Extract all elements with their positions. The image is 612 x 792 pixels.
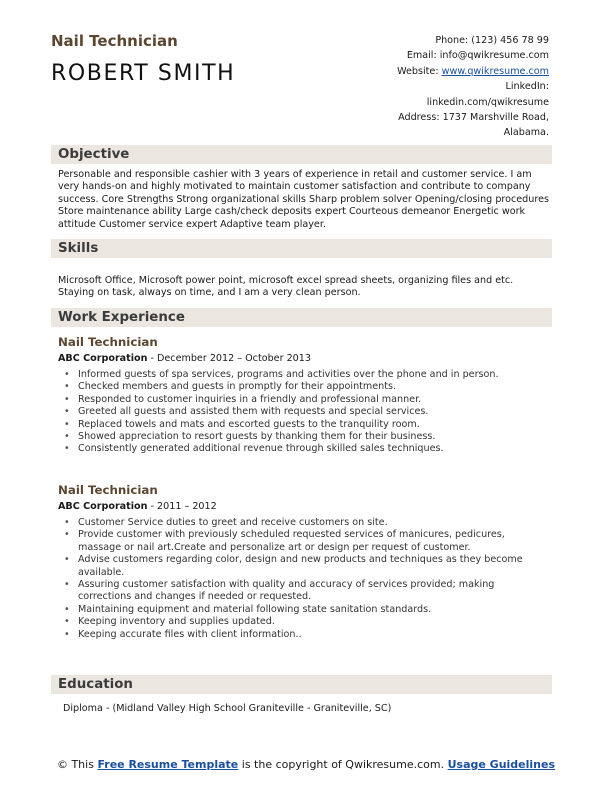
address-line-2: Alabama.: [503, 127, 549, 139]
footer: [0, 758, 612, 772]
usage-guidelines-link[interactable]: Usage Guidelines: [447, 758, 556, 771]
list-item: • Assuring customer satisfaction with quality and accuracy of services provided; making corrections and changes if needed or requested.: [58, 579, 538, 604]
list-item: • Keeping inventory and supplies updated.: [58, 616, 538, 628]
list-item: • Showed appreciation to resort guests by thanking them for their business.: [58, 431, 538, 443]
linkedin-label: LinkedIn:: [505, 81, 549, 93]
list-item: • Consistently generated additional revenue through skilled sales techniques.: [58, 443, 538, 455]
footer-prefix: © This: [56, 758, 98, 771]
list-item: • Checked members and guests in promptly for their appointments.: [58, 381, 538, 393]
list-item: • Greeted all guests and assisted them with requests and special services.: [58, 406, 538, 418]
job-2-company: ABC Corporation: [58, 501, 148, 512]
website-label: Website:: [397, 65, 442, 77]
job-1-company-line: [58, 353, 311, 364]
list-item: • Replaced towels and mats and escorted guests to the tranquility room.: [58, 419, 538, 431]
linkedin-value: linkedin.com/qwikresume: [426, 96, 549, 108]
job-2-bullets: [58, 517, 538, 641]
skills-text: Microsoft Office, Microsoft power point, microsoft excel spread sheets, organizing files and etc. Staying on task, always on time, and I am a very clean person.: [58, 275, 514, 299]
list-item: • Keeping accurate files with client information..: [58, 629, 538, 641]
list-item: • Maintaining equipment and material following state sanitation standards.: [58, 604, 538, 616]
candidate-name: ROBERT SMITH: [51, 61, 236, 86]
footer-middle: is the copyright of Qwikresume.com.: [238, 758, 448, 771]
list-item: • Advise customers regarding color, design and new products and techniques as they become available.: [58, 554, 538, 579]
education-heading: Education: [51, 675, 552, 694]
list-item: • Provide customer with previously scheduled requested services of manicures, pedicures, massage or nail art.Create and personalize art or design per request of customer.: [58, 529, 538, 554]
email: Email: info@qwikresume.com: [406, 50, 549, 62]
education-entry: Diploma - (Midland Valley High School Graniteville - Graniteville, SC): [63, 703, 392, 714]
job-2-dates: - 2011 – 2012: [147, 501, 217, 512]
skills-heading: Skills: [51, 239, 552, 258]
objective-heading: Objective: [51, 145, 552, 164]
job-1-company: ABC Corporation: [58, 353, 148, 364]
website-link[interactable]: www.qwikresume.com: [441, 65, 549, 77]
contact-block: [309, 33, 549, 141]
job-2-company-line: [58, 501, 217, 512]
phone: Phone: (123) 456 78 99: [435, 35, 549, 46]
website: [309, 64, 549, 79]
job-2-title: Nail Technician: [58, 483, 158, 497]
address-line-1: Address: 1737 Marshville Road,: [398, 112, 549, 124]
list-item: • Customer Service duties to greet and receive customers on site.: [58, 517, 538, 529]
free-resume-template-link[interactable]: Free Resume Template: [97, 758, 239, 771]
list-item: • Responded to customer inquiries in a friendly and professional manner.: [58, 394, 538, 406]
job-1-dates: - December 2012 – October 2013: [147, 353, 311, 364]
job-1-bullets: [58, 369, 538, 456]
experience-heading: Work Experience: [51, 308, 552, 327]
job-title: Nail Technician: [51, 32, 178, 50]
objective-text: Personable and responsible cashier with 3 years of experience in retail and customer service. I am very hands-on and highly motivated to maintain customer satisfaction and contribute to company success. Core Strengths Strong organizational skills Sharp problem solver Opening/closing procedures Store maintenance ability Large cash/check deposits expert Courteous demeanor Energetic work attitude Customer service expert Adaptive team player.: [58, 169, 549, 230]
list-item: • Informed guests of spa services, programs and activities over the phone and in person.: [58, 369, 538, 381]
job-1-title: Nail Technician: [58, 335, 158, 349]
